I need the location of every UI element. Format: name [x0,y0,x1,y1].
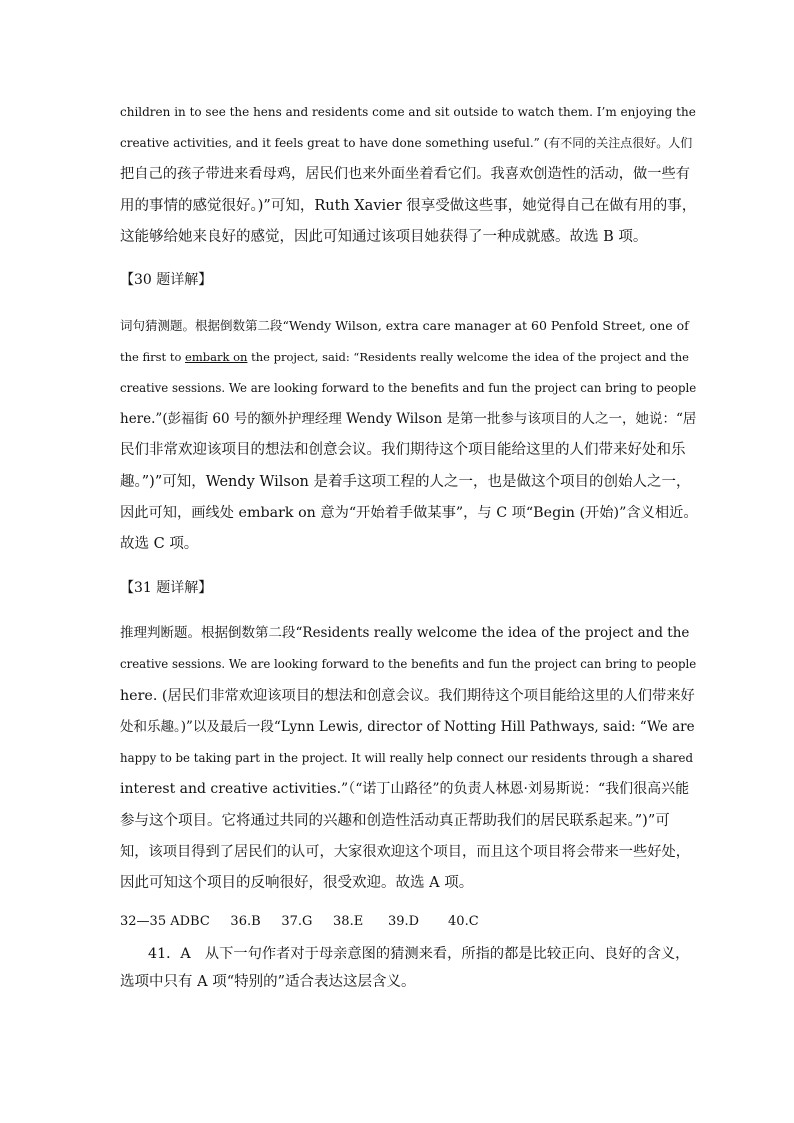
paragraph-line: 把自己的孩子带进来看母鸡，居民们也来外面坐着看它们。我喜欢创造性的活动，做一些有 [120,166,691,182]
paragraph-line: children in to see the hens and residents come and sit outside to watch them. I’m enjoying the [120,105,696,119]
paragraph-line: 处和乐趣。)”以及最后一段“Lynn Lewis, director of Notting Hill Pathways, said: “We are [120,719,695,735]
paragraph-line [120,347,689,367]
text-segment: the project, said: “Residents really welcome the idea of the project and the [247,350,689,364]
paragraph-line: creative sessions. We are looking forward to the benefits and fun the project can bring to people [120,657,697,671]
paragraph-line: 词句猜测题。根据倒数第二段“Wendy Wilson, extra care manager at 60 Penfold Street, one of [120,318,689,333]
paragraph-line: 故选 C 项。 [120,536,199,552]
paragraph-line: here.”(彭福街 60 号的额外护理经理 Wendy Wilson 是第一批参与该项目的人之一，她说：“居 [120,411,697,427]
section-heading-q30: 【30 题详解】 [120,272,213,288]
paragraph-line: 用的事情的感觉很好。)”可知，Ruth Xavier 很享受做这些事，她觉得自己在做有用的事， [120,198,697,214]
paragraph-line: 参与这个项目。它将通过共同的兴趣和创造性活动真正帮助我们的居民联系起来。”)”可 [120,813,670,829]
paragraph-line: 知，该项目得到了居民们的认可，大家很欢迎这个项目，而且这个项目将会带来一些好处， [120,844,691,860]
paragraph-line: creative activities, and it feels great to have done something useful.” (有不同的关注点很好。人们 [120,136,693,150]
paragraph-line: 因此可知这个项目的反响很好，很受欢迎。故选 A 项。 [120,875,474,891]
paragraph-line: 41．A 从下一句作者对于母亲意图的猜测来看，所指的都是比较正向、良好的含义， [148,946,690,962]
answer-key-line: 32—35 ADBC 36.B 37.G 38.E 39.D 40.C [120,914,479,929]
paragraph-line: here. (居民们非常欢迎该项目的想法和创意会议。我们期待这个项目能给这里的人们带来好 [120,688,695,704]
paragraph-line: creative sessions. We are looking forward to the benefits and fun the project can bring to people [120,381,697,395]
text-segment: the first to [120,350,186,364]
underlined-phrase: embark on [185,350,248,364]
paragraph-line: 民们非常欢迎该项目的想法和创意会议。我们期待这个项目能给这里的人们带来好处和乐 [120,442,686,458]
section-heading-q31: 【31 题详解】 [120,580,213,596]
paragraph-line: 因此可知，画线处 embark on 意为“开始着手做某事”，与 C 项“Begin (开始)”含义相近。 [120,505,698,521]
paragraph-line: 这能够给她来良好的感觉，因此可知通过该项目她获得了一种成就感。故选 B 项。 [120,229,648,245]
paragraph-line: 推理判断题。根据倒数第二段“Residents really welcome the idea of the project and the [120,625,690,641]
paragraph-line: interest and creative activities.”（“诺丁山路径”的负责人林恩·刘易斯说：“我们很高兴能 [120,781,690,797]
paragraph-line: 趣。”)”可知，Wendy Wilson 是着手这项工程的人之一，也是做这个项目的创始人之一， [120,474,691,490]
paragraph-line: 选项中只有 A 项“特别的”适合表达这层含义。 [120,974,416,990]
paragraph-line: happy to be taking part in the project. It will really help connect our residents through a shared [120,751,694,765]
